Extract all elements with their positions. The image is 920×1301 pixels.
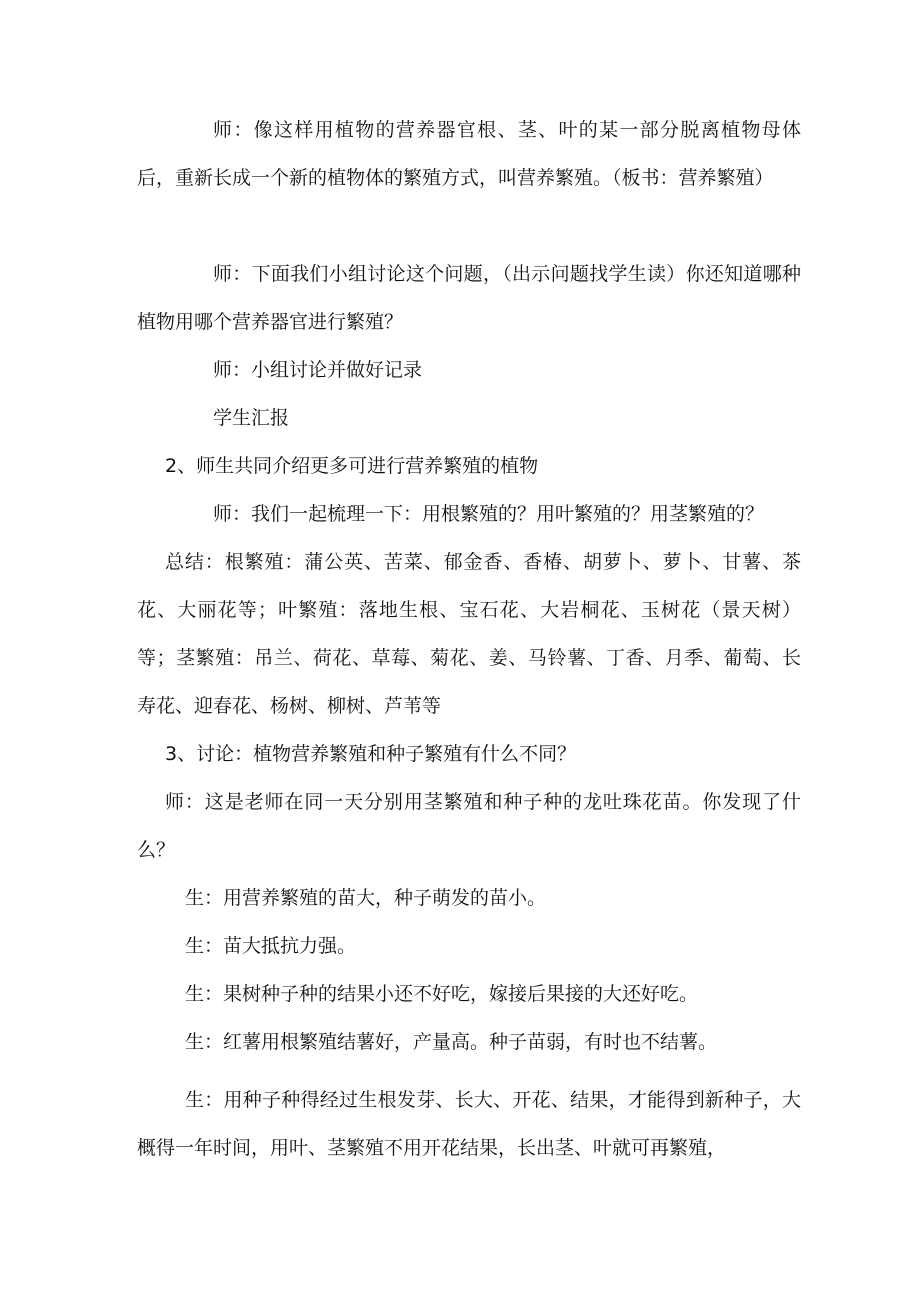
paragraph-teacher-seedlings: 师：这是老师在同一天分别用茎繁殖和种子种的龙吐珠花苗。你发现了什么？ — [137, 791, 801, 861]
paragraph-student-report: 学生汇报 — [213, 407, 290, 429]
paragraph-summary: 总结：根繁殖：蒲公英、苦菜、郁金香、香椿、胡萝卜、萝卜、甘薯、茶花、大丽花等；叶繁殖：落地生根、宝石花、大岩桐花、玉树花（景天树）等；茎繁殖：吊兰、荷花、草莓、菊花、姜、马铃薯、丁香、月季、葡萄、长寿花、迎春花、杨树、柳树、芦苇等 — [137, 551, 801, 717]
paragraph-student-5: 生：用种子种得经过生根发芽、长大、开花、结果，才能得到新种子，大概得一年时间，用叶、茎繁殖不用开花结果，长出茎、叶就可再繁殖， — [137, 1089, 801, 1159]
paragraph-group-record: 师：小组讨论并做好记录 — [213, 359, 423, 381]
heading-section-2: 2、师生共同介绍更多可进行营养繁殖的植物 — [165, 455, 539, 477]
paragraph-student-2: 生：苗大抵抗力强。 — [185, 935, 357, 957]
paragraph-student-1: 生：用营养繁殖的苗大，种子萌发的苗小。 — [185, 887, 547, 909]
paragraph-discussion-question: 师：下面我们小组讨论这个问题，（出示问题找学生读）你还知道哪种植物用哪个营养器官进行繁殖？ — [137, 263, 801, 333]
heading-section-3: 3、讨论：植物营养繁殖和种子繁殖有什么不同？ — [165, 743, 577, 765]
paragraph-student-4: 生：红薯用根繁殖结薯好，产量高。种子苗弱，有时也不结薯。 — [185, 1031, 718, 1053]
paragraph-review: 师：我们一起梳理一下：用根繁殖的？用叶繁殖的？用茎繁殖的？ — [213, 503, 765, 525]
paragraph-definition: 师：像这样用植物的营养器官根、茎、叶的某一部分脱离植物母体后，重新长成一个新的植物体的繁殖方式，叫营养繁殖。（板书：营养繁殖） — [137, 119, 801, 189]
paragraph-student-3: 生：果树种子种的结果小还不好吃，嫁接后果接的大还好吃。 — [185, 983, 699, 1005]
